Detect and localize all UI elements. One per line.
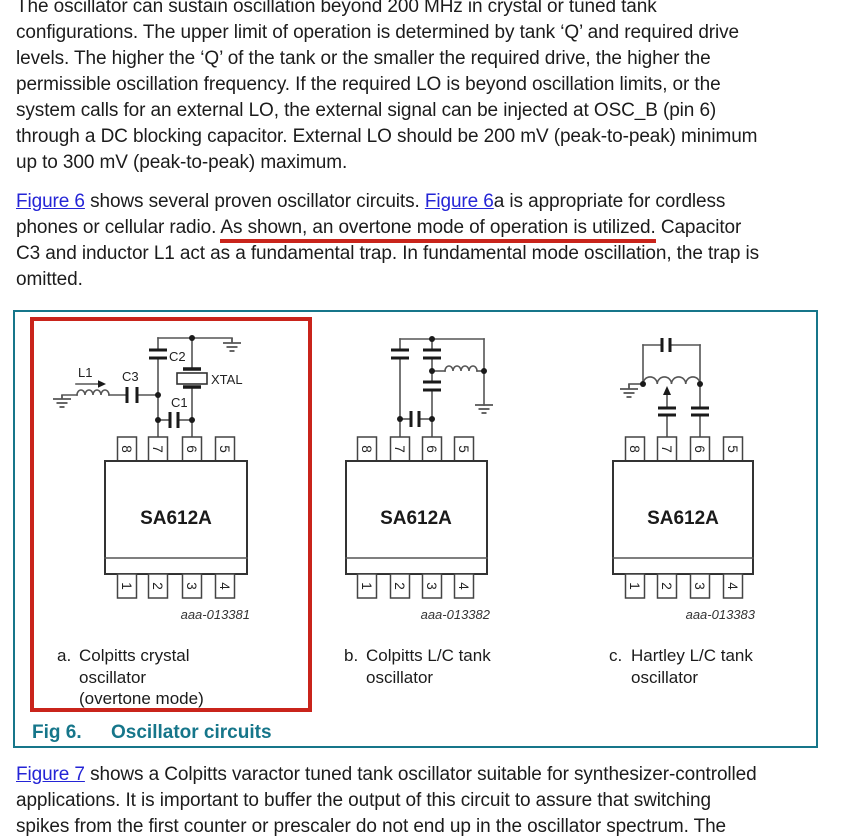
pin-8: 8	[627, 445, 643, 453]
crystal-xtal-label: XTAL	[211, 372, 243, 387]
subcaption-a-line: oscillator	[79, 667, 147, 687]
ground-symbol	[620, 384, 638, 397]
pin-6: 6	[424, 445, 440, 453]
subcaption-b-line: oscillator	[366, 667, 434, 687]
subcaption-c-letter: c.	[609, 646, 623, 665]
red-underlined-text: As shown, an overtone mode of operation is utilized.	[220, 217, 655, 243]
capacitor-c2-label: C2	[169, 349, 186, 364]
chip-label: SA612A	[647, 508, 719, 529]
text-run: The oscillator can sustain oscillation beyond 200 MHz in crystal or tuned tank	[16, 0, 657, 17]
subcaption-c-line: oscillator	[631, 667, 699, 687]
crystal-xtal	[177, 369, 243, 387]
pin-8: 8	[119, 445, 135, 453]
text-run: permissible oscillation frequency. If the required LO is beyond oscillation limits, or the	[16, 74, 721, 95]
wires	[400, 339, 484, 437]
circuit-diagram-colpitts-crystal	[30, 318, 310, 623]
tap-arrow	[663, 386, 671, 395]
chip-label: SA612A	[380, 508, 452, 529]
bottom-pins	[358, 574, 474, 598]
diagram-code: aaa-013381	[180, 607, 250, 622]
pin-4: 4	[725, 582, 741, 590]
pin-7: 7	[392, 445, 408, 453]
top-pins	[358, 437, 474, 461]
text-run: system calls for an external LO, the external signal can be injected at OSC_B (pin 6)	[16, 100, 717, 121]
pin-8: 8	[359, 445, 375, 453]
figure-caption	[32, 722, 272, 744]
text-run: omitted.	[16, 269, 83, 290]
paragraph-figure6-intro	[16, 189, 828, 293]
figure-caption-label: Fig 6.	[32, 722, 82, 743]
pin-1: 1	[627, 582, 643, 590]
chip-body	[613, 461, 753, 574]
text-run: through a DC blocking capacitor. External LO should be 200 mV (peak-to-peak) minimum	[16, 126, 758, 147]
subcaption-c-line: Hartley L/C tank	[631, 646, 753, 665]
text-run: shows a Colpitts varactor tuned tank oscillator suitable for synthesizer-controlled	[84, 764, 757, 785]
diagram-code: aaa-013382	[420, 607, 490, 622]
pin-2: 2	[659, 582, 675, 590]
pin-4: 4	[217, 582, 233, 590]
subcaption-a-letter: a.	[57, 646, 72, 665]
diagram-code: aaa-013383	[685, 607, 755, 622]
wires	[629, 345, 700, 437]
paragraph-figure7-intro	[16, 762, 828, 840]
inductor-l1	[76, 365, 106, 388]
pin-1: 1	[359, 582, 375, 590]
pin-1: 1	[119, 582, 135, 590]
inductor-l1-label: L1	[78, 365, 93, 380]
figure-reference-link[interactable]: Figure 6	[16, 191, 85, 212]
top-pins	[118, 437, 235, 461]
subcaption-b	[344, 645, 491, 688]
subcaption-b-letter: b.	[344, 646, 359, 665]
figure-reference-link[interactable]: Figure 7	[16, 764, 85, 785]
text-run: shows several proven oscillator circuits.	[84, 191, 425, 212]
capacitor-c1-label: C1	[171, 395, 188, 410]
pin-5: 5	[217, 445, 233, 453]
bottom-pins	[626, 574, 743, 598]
text-run: applications. It is important to buffer the output of this circuit to assure that switching	[16, 790, 711, 811]
paragraph-oscillator-limits	[16, 0, 828, 176]
figure-caption-title: Oscillator circuits	[111, 722, 272, 743]
pin-3: 3	[424, 582, 440, 590]
capacitor-c3	[122, 369, 139, 403]
capacitor-c3-label: C3	[122, 369, 139, 384]
subcaption-a	[57, 645, 204, 710]
capacitor-c1	[170, 395, 188, 428]
pin-4: 4	[456, 582, 472, 590]
circuit-diagram-hartley-lc	[600, 318, 844, 623]
chip-body	[105, 461, 247, 574]
text-run: C3 and inductor L1 act as a fundamental trap. In fundamental mode oscillation, the trap is	[16, 243, 760, 264]
pin-7: 7	[150, 445, 166, 453]
pin-5: 5	[725, 445, 741, 453]
pin-6: 6	[692, 445, 708, 453]
chip-body	[346, 461, 487, 574]
subcaption-b-line: Colpitts L/C tank	[366, 646, 491, 665]
pin-5: 5	[456, 445, 472, 453]
text-run: phones or cellular radio.	[16, 217, 221, 238]
bottom-pins	[118, 574, 235, 598]
pin-7: 7	[659, 445, 675, 453]
pin-6: 6	[184, 445, 200, 453]
figure-reference-link[interactable]: Figure 6	[424, 191, 494, 212]
circuit-diagram-colpitts-lc	[340, 318, 590, 623]
text-run: Capacitor	[655, 217, 742, 238]
subcaption-c	[609, 645, 753, 688]
subcaption-a-line: Colpitts crystal	[79, 646, 190, 665]
pin-3: 3	[184, 582, 200, 590]
pin-2: 2	[150, 582, 166, 590]
subcaption-a-line: (overtone mode)	[79, 689, 204, 708]
pin-2: 2	[392, 582, 408, 590]
ground-symbol	[475, 405, 493, 413]
capacitor-c2	[149, 349, 186, 364]
pin-3: 3	[692, 582, 708, 590]
text-run: spikes from the first counter or prescaler do not end up in the oscillator spectrum. The	[16, 816, 727, 837]
text-run: configurations. The upper limit of operation is determined by tank ‘Q’ and required drive	[16, 22, 739, 43]
figure6-frame	[13, 310, 818, 748]
wires	[62, 338, 232, 437]
chip-label: SA612A	[140, 508, 212, 529]
capacitor-plates	[391, 350, 441, 427]
text-run: a is appropriate for cordless	[493, 191, 726, 212]
top-pins	[626, 437, 743, 461]
text-run: up to 300 mV (peak-to-peak) maximum.	[16, 152, 348, 173]
text-run: levels. The higher the ‘Q’ of the tank or the smaller the required drive, the higher the	[16, 48, 711, 69]
junction-dots	[397, 336, 487, 422]
